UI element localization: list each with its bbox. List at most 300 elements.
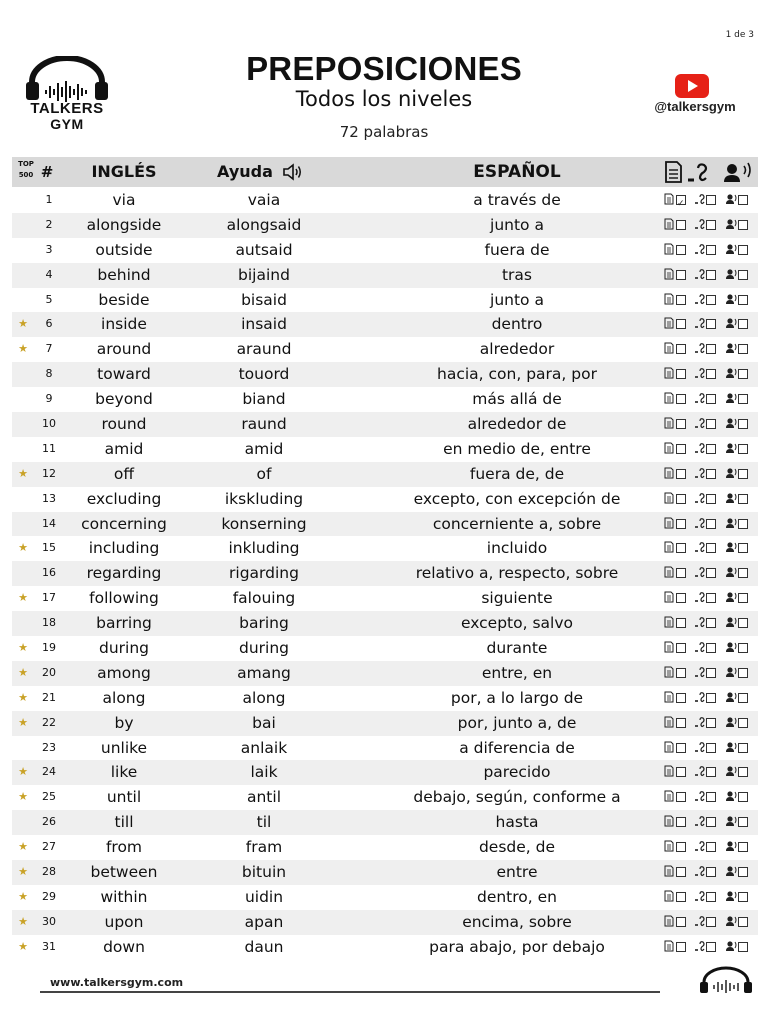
table-row bbox=[12, 512, 758, 537]
read-checkbox[interactable] bbox=[676, 220, 686, 230]
top-500-star-icon: ★ bbox=[18, 790, 28, 804]
read-checkbox[interactable] bbox=[676, 693, 686, 703]
spanish-translation: desde, de bbox=[478, 838, 556, 857]
pronunciation-help: bai bbox=[252, 713, 276, 732]
spanish-translation: por, a lo largo de bbox=[450, 688, 584, 707]
listen-icon bbox=[694, 417, 706, 429]
listen-icon bbox=[694, 367, 706, 379]
page-title: PREPOSICIONES bbox=[246, 50, 522, 87]
listen-checkbox[interactable] bbox=[706, 270, 716, 280]
practice-checkboxes bbox=[664, 517, 758, 532]
listen-checkbox[interactable] bbox=[706, 867, 716, 877]
listen-checkbox[interactable] bbox=[706, 643, 716, 653]
speak-checkbox[interactable] bbox=[738, 767, 748, 777]
top-500-star-icon: ★ bbox=[18, 466, 28, 480]
listen-checkbox[interactable] bbox=[706, 767, 716, 777]
spanish-translation: excepto, con excepción de bbox=[413, 489, 621, 508]
table-row bbox=[12, 661, 758, 686]
practice-checkboxes bbox=[664, 417, 758, 432]
practice-checkboxes bbox=[664, 641, 758, 656]
spanish-translation: siguiente bbox=[481, 589, 553, 608]
listen-checkbox[interactable] bbox=[706, 942, 716, 952]
english-word: off bbox=[113, 464, 135, 483]
row-number: 18 bbox=[42, 616, 56, 630]
read-icon bbox=[664, 193, 674, 205]
listen-checkbox[interactable] bbox=[706, 419, 716, 429]
spanish-translation: alrededor bbox=[479, 340, 555, 359]
speak-checkbox[interactable] bbox=[738, 543, 748, 553]
row-number: 28 bbox=[42, 865, 56, 879]
spanish-translation: más allá de bbox=[472, 390, 562, 409]
footer-url[interactable]: www.talkersgym.com bbox=[50, 976, 184, 989]
read-checkbox[interactable] bbox=[676, 444, 686, 454]
pronunciation-help: baring bbox=[239, 614, 289, 633]
listen-checkbox[interactable] bbox=[706, 469, 716, 479]
read-icon bbox=[664, 765, 674, 777]
listen-checkbox[interactable] bbox=[706, 718, 716, 728]
top-500-star-icon: ★ bbox=[18, 317, 28, 331]
spanish-translation: excepto, salvo bbox=[460, 614, 573, 633]
practice-checkboxes bbox=[664, 342, 758, 357]
listen-checkbox[interactable] bbox=[706, 743, 716, 753]
listen-checkbox[interactable] bbox=[706, 917, 716, 927]
pronunciation-help: amid bbox=[244, 439, 284, 458]
table-row bbox=[12, 288, 758, 313]
practice-checkboxes bbox=[664, 815, 758, 830]
english-word: alongside bbox=[86, 215, 162, 234]
speaker-icon bbox=[282, 163, 304, 181]
practice-checkboxes bbox=[664, 541, 758, 556]
practice-checkboxes bbox=[664, 392, 758, 407]
speak-icon bbox=[725, 591, 738, 603]
read-checkbox[interactable] bbox=[676, 593, 686, 603]
speak-icon bbox=[725, 317, 738, 329]
speak-icon bbox=[725, 691, 738, 703]
english-word: toward bbox=[97, 365, 151, 384]
read-icon bbox=[664, 442, 674, 454]
listen-checkbox[interactable] bbox=[706, 668, 716, 678]
speak-checkbox[interactable] bbox=[738, 469, 748, 479]
pronunciation-help: uidin bbox=[244, 887, 284, 906]
row-number: 19 bbox=[42, 641, 56, 655]
pronunciation-help: autsaid bbox=[235, 240, 293, 259]
read-checkbox[interactable] bbox=[676, 195, 686, 205]
pronunciation-help: daun bbox=[244, 937, 284, 956]
spanish-translation: junto a bbox=[490, 290, 544, 309]
pronunciation-help: fram bbox=[245, 838, 283, 857]
read-icon bbox=[664, 716, 674, 728]
spanish-translation: hasta bbox=[495, 813, 539, 832]
listen-checkbox[interactable] bbox=[706, 369, 716, 379]
english-header: INGLÉS bbox=[91, 162, 157, 181]
listen-checkbox[interactable] bbox=[706, 618, 716, 628]
top-500-star-icon bbox=[16, 188, 30, 213]
speak-checkbox[interactable] bbox=[738, 195, 748, 205]
spanish-translation: debajo, según, conforme a bbox=[413, 788, 621, 807]
speak-icon bbox=[725, 293, 738, 305]
read-checkbox[interactable] bbox=[676, 419, 686, 429]
english-word: following bbox=[89, 589, 159, 608]
listen-checkbox[interactable] bbox=[706, 792, 716, 802]
read-checkbox[interactable] bbox=[676, 469, 686, 479]
speak-checkbox[interactable] bbox=[738, 867, 748, 877]
read-checkbox[interactable] bbox=[676, 295, 686, 305]
table-row bbox=[12, 860, 758, 885]
speak-icon bbox=[725, 566, 738, 578]
read-checkbox[interactable] bbox=[676, 917, 686, 927]
pronunciation-help: inkluding bbox=[228, 539, 300, 558]
read-checkbox[interactable] bbox=[676, 743, 686, 753]
english-word: during bbox=[98, 639, 149, 658]
speak-checkbox[interactable] bbox=[738, 693, 748, 703]
speak-checkbox[interactable] bbox=[738, 319, 748, 329]
top-500-star-icon: ★ bbox=[18, 865, 28, 879]
read-checkbox[interactable] bbox=[676, 867, 686, 877]
speak-checkbox[interactable] bbox=[738, 892, 748, 902]
top-500-star-icon: ★ bbox=[18, 914, 28, 928]
table-row bbox=[12, 263, 758, 288]
listen-checkbox[interactable] bbox=[706, 892, 716, 902]
read-checkbox[interactable] bbox=[676, 618, 686, 628]
pronunciation-help: til bbox=[256, 813, 272, 832]
practice-checkboxes bbox=[664, 940, 758, 955]
read-checkbox[interactable] bbox=[676, 767, 686, 777]
read-checkbox[interactable] bbox=[676, 369, 686, 379]
top-500-star-icon: ★ bbox=[18, 715, 28, 729]
speak-checkbox[interactable] bbox=[738, 792, 748, 802]
speak-checkbox[interactable] bbox=[738, 942, 748, 952]
read-icon bbox=[664, 915, 674, 927]
read-checkbox[interactable] bbox=[676, 519, 686, 529]
speak-icon bbox=[725, 342, 738, 354]
speak-checkbox[interactable] bbox=[738, 593, 748, 603]
speak-icon bbox=[725, 541, 738, 553]
pronunciation-help: amang bbox=[237, 663, 291, 682]
spanish-translation: parecido bbox=[483, 763, 551, 782]
top-500-star-icon bbox=[16, 362, 30, 387]
speak-icon bbox=[725, 815, 738, 827]
table-row bbox=[12, 362, 758, 387]
speak-checkbox[interactable] bbox=[738, 369, 748, 379]
read-checkbox[interactable] bbox=[676, 568, 686, 578]
listen-icon bbox=[694, 741, 706, 753]
read-checkbox[interactable] bbox=[676, 792, 686, 802]
speak-checkbox[interactable] bbox=[738, 842, 748, 852]
table-row bbox=[12, 586, 758, 611]
top-500-star-icon bbox=[16, 437, 30, 462]
speak-checkbox[interactable] bbox=[738, 419, 748, 429]
english-word: outside bbox=[95, 240, 153, 259]
speak-icon bbox=[725, 765, 738, 777]
footer-divider bbox=[40, 991, 660, 993]
speak-checkbox[interactable] bbox=[738, 394, 748, 404]
speak-checkbox[interactable] bbox=[738, 668, 748, 678]
spanish-translation: concerniente a, sobre bbox=[432, 514, 602, 533]
top-500-star-icon: ★ bbox=[18, 641, 28, 655]
speak-checkbox[interactable] bbox=[738, 295, 748, 305]
speak-icon bbox=[725, 417, 738, 429]
read-checkbox[interactable] bbox=[676, 942, 686, 952]
read-icon bbox=[664, 790, 674, 802]
english-word: along bbox=[102, 688, 146, 707]
practice-checkboxes bbox=[664, 193, 758, 208]
listen-checkbox[interactable] bbox=[706, 593, 716, 603]
spanish-translation: a diferencia de bbox=[459, 738, 575, 757]
speak-checkbox[interactable] bbox=[738, 743, 748, 753]
read-checkbox[interactable] bbox=[676, 892, 686, 902]
row-number: 31 bbox=[42, 939, 56, 953]
english-word: amid bbox=[104, 439, 144, 458]
practice-checkboxes bbox=[664, 317, 758, 332]
spanish-translation: dentro bbox=[491, 315, 543, 334]
pronunciation-help: anlaik bbox=[240, 738, 288, 757]
listen-icon bbox=[694, 243, 706, 255]
english-word: concerning bbox=[81, 514, 167, 533]
practice-checkboxes bbox=[664, 268, 758, 283]
speak-checkbox[interactable] bbox=[738, 494, 748, 504]
speak-checkbox[interactable] bbox=[738, 444, 748, 454]
read-icon bbox=[664, 840, 674, 852]
logo-line-1: TALKERS bbox=[30, 100, 104, 117]
speak-checkbox[interactable] bbox=[738, 618, 748, 628]
row-number: 8 bbox=[45, 367, 53, 381]
ear-icon bbox=[688, 164, 706, 180]
table-row bbox=[12, 238, 758, 263]
listen-checkbox[interactable] bbox=[706, 220, 716, 230]
table-row bbox=[12, 213, 758, 238]
read-checkbox[interactable] bbox=[676, 817, 686, 827]
listen-icon bbox=[694, 193, 706, 205]
table-row bbox=[12, 337, 758, 362]
table-row bbox=[12, 885, 758, 910]
top-500-star-icon: ★ bbox=[18, 342, 28, 356]
practice-checkboxes bbox=[664, 716, 758, 731]
spanish-translation: encima, sobre bbox=[462, 912, 572, 931]
document-icon bbox=[666, 162, 681, 182]
read-checkbox[interactable] bbox=[676, 319, 686, 329]
row-number: 1 bbox=[45, 193, 53, 206]
practice-checkboxes bbox=[664, 218, 758, 233]
listen-icon bbox=[694, 865, 706, 877]
english-word: like bbox=[110, 763, 138, 782]
listen-checkbox[interactable] bbox=[706, 842, 716, 852]
read-icon bbox=[664, 566, 674, 578]
row-number: 12 bbox=[42, 466, 56, 480]
spanish-translation: tras bbox=[501, 265, 533, 284]
practice-checkboxes bbox=[664, 442, 758, 457]
english-word: excluding bbox=[86, 489, 162, 508]
read-checkbox[interactable] bbox=[676, 842, 686, 852]
pronunciation-help: rigarding bbox=[229, 564, 299, 583]
row-number: 7 bbox=[45, 342, 53, 356]
speak-icon bbox=[725, 392, 738, 404]
listen-icon bbox=[694, 641, 706, 653]
pronunciation-help: touord bbox=[238, 365, 290, 384]
read-icon bbox=[664, 367, 674, 379]
listen-icon bbox=[694, 915, 706, 927]
read-checkbox[interactable] bbox=[676, 270, 686, 280]
pronunciation-help: vaia bbox=[247, 191, 281, 209]
row-number: 30 bbox=[42, 914, 56, 928]
listen-icon bbox=[694, 392, 706, 404]
listen-checkbox[interactable] bbox=[706, 344, 716, 354]
pronunciation-help: of bbox=[256, 464, 272, 483]
top-500-star-icon bbox=[16, 487, 30, 512]
spanish-translation: fuera de bbox=[484, 240, 550, 259]
english-word: down bbox=[103, 937, 145, 956]
read-checkbox[interactable] bbox=[676, 543, 686, 553]
listen-icon bbox=[694, 492, 706, 504]
top-500-star-icon: ★ bbox=[18, 591, 28, 605]
read-checkbox[interactable] bbox=[676, 245, 686, 255]
row-number: 13 bbox=[42, 491, 56, 505]
spanish-translation: junto a bbox=[490, 215, 544, 234]
row-number: 11 bbox=[42, 441, 56, 455]
row-number: 17 bbox=[42, 591, 56, 605]
practice-checkboxes bbox=[664, 616, 758, 631]
spanish-translation: en medio de, entre bbox=[443, 439, 591, 458]
english-word: unlike bbox=[100, 738, 148, 757]
listen-checkbox[interactable] bbox=[706, 245, 716, 255]
listen-icon bbox=[694, 541, 706, 553]
listen-checkbox[interactable] bbox=[706, 817, 716, 827]
top-500-star-icon bbox=[16, 263, 30, 288]
speak-checkbox[interactable] bbox=[738, 519, 748, 529]
speak-icon bbox=[725, 517, 738, 529]
listen-icon bbox=[694, 790, 706, 802]
table-row bbox=[12, 810, 758, 835]
listen-checkbox[interactable] bbox=[706, 444, 716, 454]
english-word: regarding bbox=[86, 564, 162, 583]
english-word: beyond bbox=[95, 390, 153, 409]
help-header: Ayuda bbox=[217, 162, 273, 181]
speak-checkbox[interactable] bbox=[738, 270, 748, 280]
read-icon bbox=[664, 865, 674, 877]
row-number: 14 bbox=[42, 516, 56, 530]
word-count: 72 palabras bbox=[339, 123, 429, 141]
top-500-star-icon: ★ bbox=[18, 939, 28, 953]
listen-icon bbox=[694, 467, 706, 479]
listen-checkbox[interactable] bbox=[706, 519, 716, 529]
pronunciation-help: araund bbox=[236, 340, 292, 359]
speak-icon bbox=[725, 741, 738, 753]
listen-checkbox[interactable] bbox=[706, 568, 716, 578]
speak-icon bbox=[725, 492, 738, 504]
read-checkbox[interactable] bbox=[676, 643, 686, 653]
top-500-star-icon bbox=[16, 387, 30, 412]
speak-checkbox[interactable] bbox=[738, 718, 748, 728]
row-number: 27 bbox=[42, 840, 56, 854]
listen-checkbox[interactable] bbox=[706, 195, 716, 205]
english-word: by bbox=[114, 713, 134, 732]
listen-icon bbox=[694, 840, 706, 852]
listen-checkbox[interactable] bbox=[706, 543, 716, 553]
listen-icon bbox=[694, 293, 706, 305]
english-word: around bbox=[96, 340, 152, 359]
practice-checkboxes bbox=[664, 691, 758, 706]
read-icon bbox=[664, 492, 674, 504]
listen-icon bbox=[694, 342, 706, 354]
listen-checkbox[interactable] bbox=[706, 394, 716, 404]
speak-checkbox[interactable] bbox=[738, 344, 748, 354]
spanish-translation: entre, en bbox=[481, 663, 553, 682]
speak-icon bbox=[725, 367, 738, 379]
table-row bbox=[12, 462, 758, 487]
social-handle[interactable]: @talkersgym bbox=[654, 99, 736, 114]
speak-icon bbox=[725, 716, 738, 728]
practice-checkboxes bbox=[664, 840, 758, 855]
listen-checkbox[interactable] bbox=[706, 319, 716, 329]
spanish-translation: para abajo, por debajo bbox=[429, 937, 605, 956]
spanish-header: ESPAÑOL bbox=[473, 162, 561, 182]
english-word: between bbox=[90, 863, 158, 882]
speak-icon bbox=[725, 467, 738, 479]
table-row bbox=[12, 188, 758, 213]
practice-checkboxes bbox=[664, 591, 758, 606]
practice-checkboxes bbox=[664, 915, 758, 930]
speak-checkbox[interactable] bbox=[738, 917, 748, 927]
speak-checkbox[interactable] bbox=[738, 220, 748, 230]
speak-checkbox[interactable] bbox=[738, 568, 748, 578]
top-500-star-icon bbox=[16, 238, 30, 263]
listen-icon bbox=[694, 268, 706, 280]
row-number: 25 bbox=[42, 790, 56, 804]
listen-icon bbox=[694, 940, 706, 952]
english-word: till bbox=[114, 813, 134, 832]
table-row bbox=[12, 686, 758, 711]
pronunciation-help: falouing bbox=[232, 589, 296, 608]
practice-checkboxes bbox=[664, 467, 758, 482]
speak-checkbox[interactable] bbox=[738, 245, 748, 255]
youtube-icon[interactable] bbox=[675, 74, 709, 98]
top-500-star-icon bbox=[16, 810, 30, 835]
read-icon bbox=[664, 417, 674, 429]
read-icon bbox=[664, 616, 674, 628]
pronunciation-help: biand bbox=[242, 390, 286, 409]
listen-icon bbox=[694, 815, 706, 827]
speak-checkbox[interactable] bbox=[738, 643, 748, 653]
speak-checkbox[interactable] bbox=[738, 817, 748, 827]
listen-icon bbox=[694, 566, 706, 578]
row-number: 10 bbox=[42, 417, 56, 431]
table-row bbox=[12, 835, 758, 860]
read-icon bbox=[664, 467, 674, 479]
table-row bbox=[12, 536, 758, 561]
listen-checkbox[interactable] bbox=[706, 295, 716, 305]
read-checkbox[interactable] bbox=[676, 494, 686, 504]
listen-checkbox[interactable] bbox=[706, 693, 716, 703]
practice-checkboxes bbox=[664, 492, 758, 507]
speak-icon bbox=[725, 268, 738, 280]
row-number: 16 bbox=[42, 566, 56, 580]
read-checkbox[interactable] bbox=[676, 718, 686, 728]
speak-icon bbox=[725, 666, 738, 678]
practice-checkboxes bbox=[664, 865, 758, 880]
read-icon bbox=[664, 641, 674, 653]
listen-icon bbox=[694, 691, 706, 703]
read-checkbox[interactable] bbox=[676, 668, 686, 678]
top-500-star-icon: ★ bbox=[18, 889, 28, 903]
read-checkbox[interactable] bbox=[676, 394, 686, 404]
listen-checkbox[interactable] bbox=[706, 494, 716, 504]
speak-icon bbox=[725, 940, 738, 952]
row-number: 2 bbox=[45, 217, 53, 231]
top-500-star-icon: ★ bbox=[18, 765, 28, 779]
read-checkbox[interactable] bbox=[676, 344, 686, 354]
read-icon bbox=[664, 517, 674, 529]
table-header bbox=[12, 157, 758, 187]
speak-icon bbox=[725, 890, 738, 902]
